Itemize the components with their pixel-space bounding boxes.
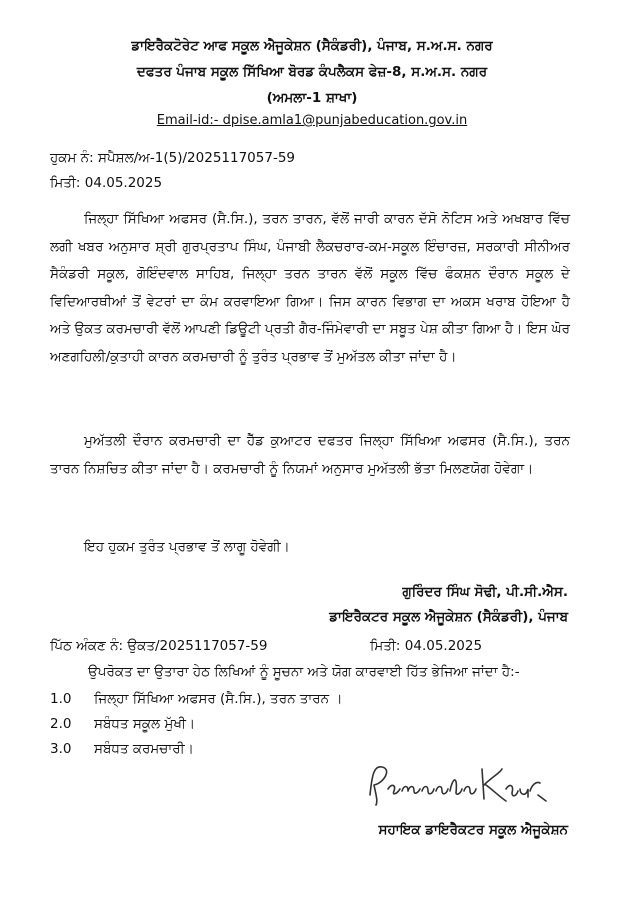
body-paragraph-2: ਮੁਅੱਤਲੀ ਦੌਰਾਨ ਕਰਮਚਾਰੀ ਦਾ ਹੈੱਡ ਕੁਆਟਰ ਦਫਤਰ ਜਿਲ੍ਹਾ ਸਿੱਖਿਆ ਅਫਸਰ (ਸੈ.ਸਿ.), ਤਰਨ ਤਾਰਨ ਨਿਸ਼ਚਿਤ ਕੀਤਾ ਜਾਂਦਾ ਹੈ। ਕਰਮਚਾਰੀ ਨੂੰ ਨਿਯਮਾਂ ਅਨੁਸਾਰ ਮੁਅੱਤਲੀ ਭੱਤਾ ਮਿਲਣਯੋਗ ਹੋਵੇਗਾ। bbox=[50, 433, 570, 477]
header-directorate: ਡਾਇਰੈਕਟੋਰੇਟ ਆਫ ਸਕੂਲ ਐਜੂਕੇਸ਼ਨ (ਸੈਕੰਡਰੀ), ਪੰਜਾਬ, ਸ.ਅ.ਸ. ਨਗਰ bbox=[131, 38, 493, 54]
signatory-designation: ਡਾਇਰੈਕਟਰ ਸਕੂਲ ਐਜੂਕੇਸ਼ਨ (ਸੈਕੰਡਰੀ), ਪੰਜਾਬ bbox=[329, 609, 568, 625]
list-item: 1.0 ਜਿਲ੍ਹਾ ਸਿੱਖਿਆ ਅਫਸਰ (ਸੈ.ਸਿ.), ਤਰਨ ਤਾਰਨ । bbox=[50, 691, 343, 707]
body-paragraph-3: ਇਹ ਹੁਕਮ ਤੁਰੰਤ ਪ੍ਰਭਾਵ ਤੋਂ ਲਾਗੂ ਹੋਵੇਗੀ। bbox=[84, 539, 290, 555]
header-branch: (ਅਮਲਾ-1 ਸ਼ਾਖਾ) bbox=[266, 90, 358, 106]
endorsement-date: ਮਿਤੀ: 04.05.2025 bbox=[370, 638, 483, 654]
header-office: ਦਫਤਰ ਪੰਜਾਬ ਸਕੂਲ ਸਿੱਖਿਆ ਬੋਰਡ ਕੰਪਲੈਕਸ ਫੇਜ਼-8, ਸ.ਅ.ਸ. ਨਗਰ bbox=[136, 64, 488, 80]
list-item: 3.0 ਸਬੰਧਤ ਕਰਮਚਾਰੀ। bbox=[50, 741, 194, 757]
body-paragraph-1: ਜਿਲ੍ਹਾ ਸਿੱਖਿਆ ਅਫਸਰ (ਸੈ.ਸਿ.), ਤਰਨ ਤਾਰਨ, ਵੱਲੋਂ ਜਾਰੀ ਕਾਰਨ ਦੱਸੋ ਨੋਟਿਸ ਅਤੇ ਅਖਬਾਰ ਵਿੱਚ ਲਗੀ ਖਬਰ ਅਨੁਸਾਰ ਸ਼੍ਰੀ ਗੁਰਪ੍ਰਤਾਪ ਸਿੰਘ, ਪੰਜਾਬੀ ਲੈਕਚਰਾਰ-ਕਮ-ਸਕੂਲ ਇੰਚਾਰਜ਼, ਸਰਕਾਰੀ ਸੀਨੀਅਰ ਸੈਕੰਡਰੀ ਸਕੂਲ, ਗੋਇੰਦਵਾਲ ਸਾਹਿਬ, ਜਿਲ੍ਹਾ ਤਰਨ ਤਾਰਨ ਵੱਲੋਂ ਸਕੂਲ ਵਿੱਚ ਫੰਕਸ਼ਨ ਦੌਰਾਨ ਸਕੂਲ ਦੇ ਵਿਦਿਆਰਥੀਆਂ ਤੋਂ ਵੇਟਰਾਂ ਦਾ ਕੰਮ ਕਰਵਾਇਆ ਗਿਆ। ਜਿਸ ਕਾਰਨ ਵਿਭਾਗ ਦਾ ਅਕਸ ਖਰਾਬ ਹੋਇਆ ਹੈ ਅਤੇ ਉਕਤ ਕਰਮਚਾਰੀ ਵੱਲੋਂ ਆਪਣੀ ਡਿਊਟੀ ਪ੍ਰਤੀ ਗੈਰ-ਜਿੰਮੇਵਾਰੀ ਦਾ ਸਬੂਤ ਪੇਸ਼ ਕੀਤਾ ਗਿਆ ਹੈ। ਇਸ ਘੋਰ ਅਣਗਹਿਲੀ/ਕੁਤਾਹੀ ਕਾਰਨ ਕਰਮਚਾਰੀ ਨੂੰ ਤੁਰੰਤ ਪ੍ਰਭਾਵ ਤੋਂ ਮੁਅੱਤਲ ਕੀਤਾ ਜਾਂਦਾ ਹੈ। bbox=[50, 211, 570, 365]
list-item: 2.0 ਸਬੰਧਤ ਸਕੂਲ ਮੁੱਖੀ। bbox=[50, 716, 196, 732]
handwritten-signature bbox=[362, 755, 552, 819]
signatory-name: ਗੁਰਿੰਦਰ ਸਿੰਘ ਸੋਢੀ, ਪੀ.ਸੀ.ਐਸ. bbox=[402, 584, 568, 600]
assistant-director-designation: ਸਹਾਇਕ ਡਾਇਰੈਕਟਰ ਸਕੂਲ ਐਜੂਕੇਸ਼ਨ bbox=[378, 822, 568, 838]
order-date: ਮਿਤੀ: 04.05.2025 bbox=[50, 175, 163, 191]
endorsement-number: ਪਿੱਠ ਅੰਕਣ ਨੰ: ਉਕਤ/2025117057-59 bbox=[50, 638, 268, 654]
header-email: Email-id:- dpise.amla1@punjabeducation.gov.in bbox=[156, 113, 468, 128]
order-number: ਹੁਕਮ ਨੰ: ਸਪੈਸ਼ਲ/ਅ-1(5)/2025117057-59 bbox=[50, 150, 295, 166]
endorsement-intro: ਉਪਰੋਕਤ ਦਾ ਉਤਾਰਾ ਹੇਠ ਲਿਖਿਆਂ ਨੂੰ ਸੂਚਨਾ ਅਤੇ ਯੋਗ ਕਾਰਵਾਈ ਹਿੱਤ ਭੇਜਿਆ ਜਾਂਦਾ ਹੈ:- bbox=[88, 664, 520, 680]
